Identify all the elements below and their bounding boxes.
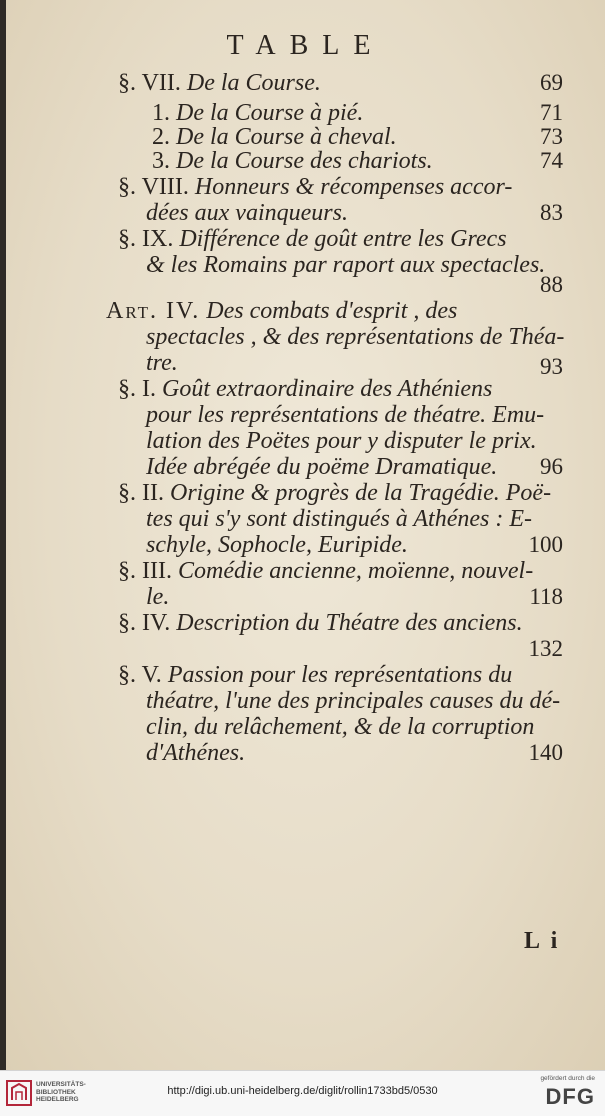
toc-entry	[118, 174, 512, 200]
toc-entry	[118, 558, 533, 584]
page-number: 69	[540, 70, 563, 95]
toc-entry	[106, 298, 457, 324]
entry-title: Passion pour les représentations du	[167, 662, 513, 688]
section-mark: §. II.	[118, 480, 164, 506]
entry-continuation: tre.	[146, 350, 178, 376]
entry-title: Goût extraordinaire des Athéniens	[162, 376, 493, 402]
entry-title: Origine & progrès de la Tragédie. Poë-	[169, 480, 552, 506]
toc-entry	[152, 148, 433, 174]
page-number: 88	[540, 272, 563, 297]
page-number: 96	[540, 454, 563, 479]
entry-continuation: & les Romains par raport aux spectacles.	[146, 252, 546, 278]
funder-label: gefördert durch die	[540, 1075, 595, 1082]
entry-continuation: schyle, Sophocle, Euripide.	[146, 532, 408, 558]
section-mark: 1.	[152, 100, 170, 126]
toc-entry	[118, 226, 507, 252]
page-number: 71	[540, 100, 563, 125]
page-number: 140	[528, 740, 563, 765]
section-mark: §. V.	[118, 662, 162, 688]
library-name: UNIVERSITÄTS- BIBLIOTHEK HEIDELBERG	[36, 1081, 86, 1103]
page-number: 73	[540, 124, 563, 149]
toc-entry	[118, 610, 523, 636]
catchword: L i	[524, 928, 561, 954]
page-number: 118	[529, 584, 563, 609]
section-mark: §. III.	[118, 558, 172, 584]
section-mark: §. IX.	[118, 226, 174, 252]
entry-title: Honneurs & récompenses accor-	[194, 174, 513, 200]
toc-entry	[152, 100, 363, 126]
entry-continuation: théatre, l'une des principales causes du dé-	[146, 688, 561, 714]
section-mark: §. IV.	[118, 610, 171, 636]
page-number: 132	[528, 636, 563, 661]
section-mark: 2.	[152, 124, 170, 150]
entry-continuation: clin, du relâchement, & de la corruption	[146, 714, 535, 740]
entry-continuation: le.	[146, 584, 170, 610]
entry-title: Des combats d'esprit , des	[206, 298, 458, 324]
toc-entry	[152, 124, 397, 150]
toc-entry	[118, 70, 321, 96]
entry-title: De la Course à pié.	[176, 100, 364, 126]
entry-continuation: Idée abrégée du poëme Dramatique.	[146, 454, 498, 480]
viewer-footer	[0, 1070, 605, 1116]
entry-continuation: d'Athénes.	[146, 740, 246, 766]
dfg-logo: DFG	[545, 1084, 595, 1109]
toc-entry	[118, 480, 551, 506]
toc-entry	[118, 662, 512, 688]
page-number: 74	[540, 148, 563, 173]
entry-continuation: lation des Poëtes pour y disputer le prix.	[146, 428, 537, 454]
entry-title: De la Course.	[186, 70, 321, 96]
entry-continuation: pour les représentations de théatre. Emu-	[146, 402, 545, 428]
entry-continuation: spectacles , & des représentations de Théa-	[146, 324, 565, 350]
section-mark: 3.	[152, 148, 170, 174]
entry-continuation: tes qui s'y sont distingués à Athénes : E-	[146, 506, 532, 532]
entry-title: Comédie ancienne, moïenne, nouvel-	[177, 558, 534, 584]
entry-title: Description du Théatre des anciens.	[176, 610, 523, 636]
article-mark: Art. IV.	[106, 298, 201, 324]
page-number: 83	[540, 200, 563, 225]
entry-continuation: dées aux vainqueurs.	[146, 200, 348, 226]
entry-title: Différence de goût entre les Grecs	[179, 226, 507, 252]
toc-entry	[118, 376, 492, 402]
permalink-link[interactable]: http://digi.ub.uni-heidelberg.de/diglit/rollin1733bd5/0530	[167, 1085, 438, 1097]
page-number: 100	[528, 532, 563, 557]
running-head: TABLE	[226, 30, 385, 61]
entry-title: De la Course des chariots.	[176, 148, 433, 174]
book-page	[6, 0, 605, 1070]
entry-title: De la Course à cheval.	[176, 124, 397, 150]
section-mark: §. I.	[118, 376, 156, 402]
page-number: 93	[540, 354, 563, 379]
section-mark: §. VIII.	[118, 174, 189, 200]
section-mark: §. VII.	[118, 70, 181, 96]
